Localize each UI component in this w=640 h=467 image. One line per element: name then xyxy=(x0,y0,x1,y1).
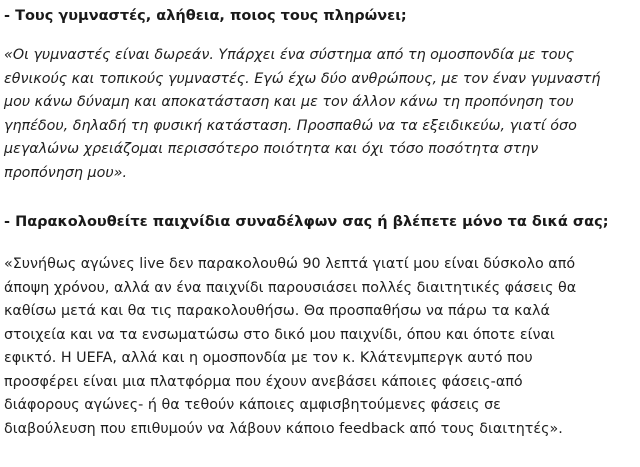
interview-answer-1 xyxy=(4,44,626,185)
interview-question-2: - Παρακολουθείτε παιχνίδια συναδέλφων σας ή βλέπετε μόνο τα δικά σας; xyxy=(4,214,609,230)
answer-1-line-4: γηπέδου, δηλαδή τη φυσική κατάσταση. Προσπαθώ να τα εξειδικεύω, γιατί όσο xyxy=(4,117,577,134)
interview-answer-2 xyxy=(4,253,626,441)
answer-1-line-2: εθνικούς και τοπικούς γυμναστές. Εγώ έχω δύο ανθρώπους, με τον έναν γυμναστή xyxy=(4,70,601,87)
answer-2-line-5: εφικτό. Η UEFA, αλλά και η ομοσπονδία με τον κ. Κλάτενμπεργκ αυτό που xyxy=(4,350,533,366)
answer-2-line-7: διάφορους αγώνες- ή θα τεθούν κάποιες αμφισβητούμενες φάσεις σε xyxy=(4,397,501,413)
answer-1-line-5: μεγαλώνω χρειάζομαι περισσότερο ποιότητα και όχι τόσο ποσότητα στην xyxy=(4,141,539,157)
answer-1-line-3: μου κάνω δύναμη και αποκατάσταση και με τον άλλον κάνω τη προπόνηση του xyxy=(4,94,574,110)
answer-2-line-4: στοιχεία και να τα ενσωματώσω στο δικό μου παιχνίδι, όπου και όποτε είναι xyxy=(4,326,555,343)
answer-2-line-3: καθίσω μετά και θα τις παρακολουθήσω. Θα προσπαθήσω να πάρω τα καλά xyxy=(4,303,550,319)
answer-2-line-6: προσφέρει είναι μια πλατφόρμα που έχουν ανεβάσει κάποιες φάσεις-από xyxy=(4,373,523,390)
answer-2-line-1: «Συνήθως αγώνες live δεν παρακολουθώ 90 λεπτά γιατί μου είναι δύσκολο από xyxy=(4,256,576,272)
interview-question-1: - Τους γυμναστές, αλήθεια, ποιος τους πληρώνει; xyxy=(4,8,407,24)
answer-1-line-1: «Οι γυμναστές είναι δωρεάν. Υπάρχει ένα σύστημα από τη ομοσπονδία με τους xyxy=(4,47,575,63)
answer-1-line-6: προπόνηση μου». xyxy=(4,164,127,181)
answer-2-line-8: διαβούλευση που επιθυμούν να λάβουν κάποιο feedback από τους διαιτητές». xyxy=(4,420,563,437)
answer-2-line-2: άποψη χρόνου, αλλά αν ένα παιχνίδι παρουσιάσει πολλές διαιτητικές φάσεις θα xyxy=(4,279,577,296)
